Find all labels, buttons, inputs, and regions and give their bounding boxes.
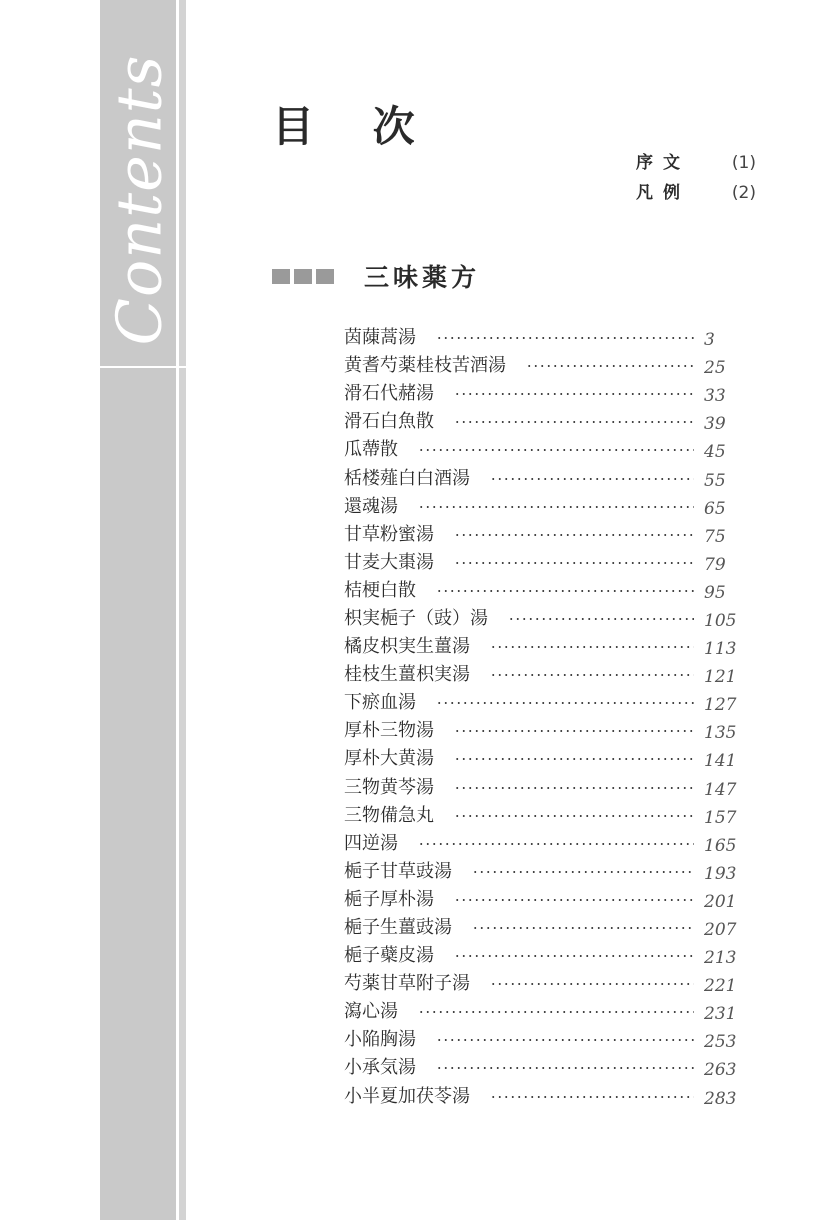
leader-dots	[436, 1067, 694, 1069]
leader-dots	[454, 758, 694, 760]
leader-dots	[436, 1039, 694, 1041]
toc-entry-title: 瀉心湯	[344, 1001, 398, 1023]
toc-entry[interactable]	[344, 884, 740, 912]
toc-entry-page: 39	[704, 414, 726, 435]
toc-entries	[344, 322, 740, 1109]
leader-dots	[418, 843, 694, 845]
front-matter-item[interactable]	[636, 180, 756, 210]
toc-entry-page: 127	[704, 695, 737, 716]
front-matter-page: (2)	[731, 183, 756, 203]
leader-dots	[490, 478, 694, 480]
toc-entry[interactable]	[344, 659, 740, 687]
leader-dots	[454, 955, 694, 957]
toc-entry-title: 栝楼薤白白酒湯	[344, 467, 470, 489]
toc-entry[interactable]	[344, 631, 740, 659]
toc-entry[interactable]	[344, 996, 740, 1024]
leader-dots	[508, 618, 694, 620]
leader-dots	[490, 674, 694, 676]
toc-entry[interactable]	[344, 687, 740, 715]
toc-entry-page: 121	[704, 667, 737, 688]
toc-entry-page: 33	[704, 386, 726, 407]
toc-entry[interactable]	[344, 715, 740, 743]
toc-entry-page: 95	[704, 582, 726, 603]
toc-entry-title: 桔梗白散	[344, 579, 416, 601]
toc-entry-title: 黄耆芍薬桂枝苦酒湯	[344, 355, 506, 377]
toc-entry-title: 滑石白魚散	[344, 411, 434, 433]
toc-entry[interactable]	[344, 1024, 740, 1052]
leader-dots	[436, 337, 694, 339]
front-matter-item[interactable]	[636, 150, 756, 180]
page-title: 目 次	[272, 102, 437, 151]
leader-dots	[454, 421, 694, 423]
leader-dots	[454, 393, 694, 395]
toc-entry-title: 茵蔯蒿湯	[344, 327, 416, 349]
toc-entry-title: 四逆湯	[344, 832, 398, 854]
toc-entry-title: 三物備急丸	[344, 804, 434, 826]
front-matter-label: 凡例	[636, 183, 690, 203]
toc-entry-page: 207	[704, 920, 737, 941]
toc-entry-page: 157	[704, 807, 737, 828]
toc-entry-page: 165	[704, 835, 737, 856]
leader-dots	[490, 646, 694, 648]
toc-entry-title: 小半夏加茯苓湯	[344, 1085, 470, 1107]
toc-entry[interactable]	[344, 1081, 740, 1109]
section-marker-icon	[272, 269, 334, 284]
toc-entry[interactable]	[344, 828, 740, 856]
section-header	[272, 258, 480, 294]
toc-entry-title: 下瘀血湯	[344, 692, 416, 714]
toc-entry-title: 橘皮枳実生薑湯	[344, 636, 470, 658]
sidebar-vertical-line	[176, 0, 178, 1220]
toc-entry-page: 45	[704, 442, 726, 463]
toc-entry[interactable]	[344, 968, 740, 996]
toc-entry-page: 25	[704, 358, 726, 379]
toc-entry-title: 梔子蘗皮湯	[344, 945, 434, 967]
section-title: 三味薬方	[364, 263, 481, 292]
toc-entry[interactable]	[344, 350, 740, 378]
toc-entry-page: 75	[704, 526, 726, 547]
leader-dots	[490, 983, 694, 985]
toc-entry[interactable]	[344, 434, 740, 462]
toc-entry[interactable]	[344, 1052, 740, 1080]
toc-entry-page: 201	[704, 891, 737, 912]
toc-entry-page: 193	[704, 863, 737, 884]
toc-entry-page: 55	[704, 470, 726, 491]
toc-entry[interactable]	[344, 378, 740, 406]
leader-dots	[526, 365, 694, 367]
toc-entry-title: 桂枝生薑枳実湯	[344, 664, 470, 686]
leader-dots	[418, 1011, 694, 1013]
toc-entry-title: 還魂湯	[344, 495, 398, 517]
toc-entry-page: 65	[704, 498, 726, 519]
toc-entry[interactable]	[344, 462, 740, 490]
leader-dots	[472, 927, 694, 929]
toc-entry-title: 梔子生薑豉湯	[344, 917, 452, 939]
toc-entry-title: 枳実梔子（豉）湯	[344, 607, 488, 629]
leader-dots	[454, 562, 694, 564]
toc-entry[interactable]	[344, 547, 740, 575]
sidebar-rule	[179, 0, 186, 1220]
toc-entry[interactable]	[344, 322, 740, 350]
leader-dots	[454, 815, 694, 817]
toc-entry-page: 231	[704, 1004, 737, 1025]
front-matter-label: 序文	[636, 153, 690, 173]
toc-entry-title: 厚朴大黄湯	[344, 748, 434, 770]
leader-dots	[472, 871, 694, 873]
toc-entry-page: 213	[704, 948, 737, 969]
toc-entry-title: 小承気湯	[344, 1057, 416, 1079]
toc-entry[interactable]	[344, 940, 740, 968]
toc-entry[interactable]	[344, 491, 740, 519]
toc-entry-page: 3	[704, 330, 715, 351]
toc-entry-page: 105	[704, 610, 737, 631]
toc-entry-title: 瓜蔕散	[344, 439, 398, 461]
toc-entry-title: 滑石代赭湯	[344, 383, 434, 405]
toc-entry-title: 甘草粉蜜湯	[344, 523, 434, 545]
toc-entry-page: 283	[704, 1088, 737, 1109]
toc-entry-page: 135	[704, 723, 737, 744]
toc-entry-title: 芍薬甘草附子湯	[344, 973, 470, 995]
toc-entry[interactable]	[344, 519, 740, 547]
toc-entry-page: 147	[704, 779, 737, 800]
contents-sidebar-word: Contents	[102, 54, 176, 346]
leader-dots	[454, 730, 694, 732]
toc-entry-page: 263	[704, 1060, 737, 1081]
leader-dots	[490, 1096, 694, 1098]
leader-dots	[454, 899, 694, 901]
front-matter-page: (1)	[731, 153, 756, 173]
toc-entry[interactable]	[344, 772, 740, 800]
toc-entry-page: 113	[704, 639, 737, 660]
toc-entry-title: 梔子厚朴湯	[344, 888, 434, 910]
toc-entry[interactable]	[344, 406, 740, 434]
toc-entry[interactable]	[344, 575, 740, 603]
toc-entry[interactable]	[344, 800, 740, 828]
toc-entry-page: 79	[704, 554, 726, 575]
toc-entry-page: 253	[704, 1032, 737, 1053]
toc-entry-title: 小陥胸湯	[344, 1029, 416, 1051]
leader-dots	[436, 590, 694, 592]
toc-entry[interactable]	[344, 856, 740, 884]
front-matter-list	[636, 150, 756, 210]
toc-entry-title: 厚朴三物湯	[344, 720, 434, 742]
leader-dots	[418, 449, 694, 451]
leader-dots	[454, 787, 694, 789]
toc-entry-title: 三物黄芩湯	[344, 776, 434, 798]
toc-entry[interactable]	[344, 603, 740, 631]
toc-entry-page: 141	[704, 751, 737, 772]
leader-dots	[436, 702, 694, 704]
toc-entry-page: 221	[704, 976, 737, 997]
toc-entry[interactable]	[344, 912, 740, 940]
toc-entry[interactable]	[344, 743, 740, 771]
leader-dots	[454, 534, 694, 536]
leader-dots	[418, 506, 694, 508]
sidebar-horizontal-line	[100, 366, 186, 368]
toc-entry-title: 梔子甘草豉湯	[344, 860, 452, 882]
toc-entry-title: 甘麦大棗湯	[344, 551, 434, 573]
